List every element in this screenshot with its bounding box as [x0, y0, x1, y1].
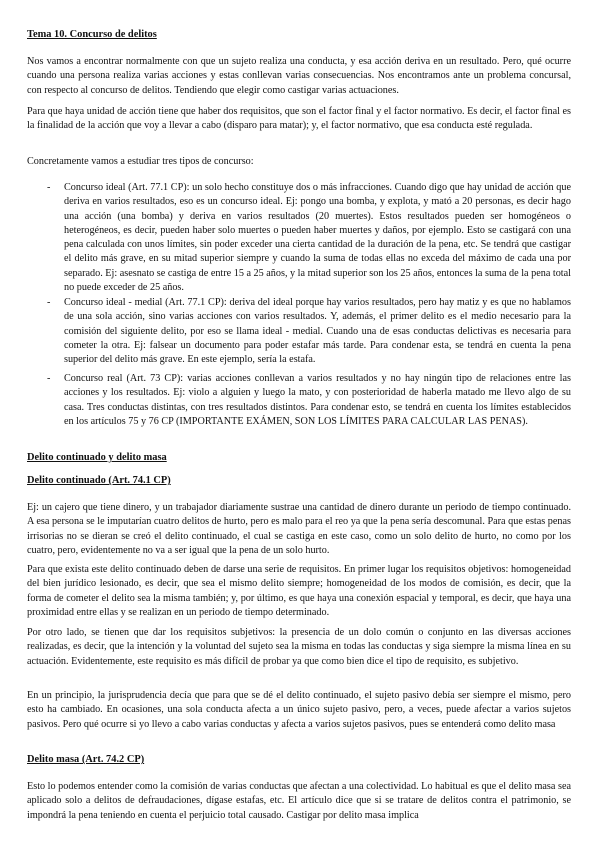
continuado-paragraph-4: En un principio, la jurisprudencia decía que para que se dé el delito continuado, el sujeto pasivo debía ser siempre el mismo, pero esto ha cambiado. En ocasiones, una sola conducta afecta a un único sujeto pasivo, pero, a veces, puede afectar a varios sujetos pasivos. Pero qué ocurre si yo llevo a cabo varias conductas y afecta a varios sujetos pasivos, pues se entenderá como delito masa: [27, 690, 571, 730]
masa-paragraph-1: Esto lo podemos entender como la comisión de varias conductas que afectan a una colectividad. Lo habitual es que el delito masa sea aplicado solo a delitos de defraudaciones, dígase estafas, etc. El artículo dice que si se tratare de delitos contra el patrimonio, se impondrá la pena teniendo en cuenta el perjuicio total causado. Castigar por delito masa implica: [27, 781, 571, 821]
subsection-heading-continuado: Delito continuado (Art. 74.1 CP): [27, 475, 171, 486]
list-bullet: -: [47, 373, 51, 384]
list-bullet: -: [47, 182, 51, 193]
list-item-text: Concurso ideal - medial (Art. 77.1 CP): deriva del ideal porque hay varios resultados, pero hay matiz y es que no hablamos de una sola acción, sino varias acciones con varios resultados. Y, además, el primer delito es el medio necesario para la comisión del siguiente delito, por eso se llama ideal - medial. Cuando una de esas conductas delictivas es necesaria para cometer la otra. Ej: falsear un documento para poder estafar más tarde. Para condenar esta, se tendrá en cuenta la pena superior del delito más grave. En este ejemplo, sería la estafa.: [64, 297, 571, 366]
continuado-paragraph-3: Por otro lado, se tienen que dar los requisitos subjetivos: la presencia de un dolo común o conjunto en las diversas acciones realizadas, es decir, que la intención y la voluntad del sujeto sea la misma en todas las conductas y siga siempre la misma línea en su actuación. Evidentemente, este requisito es más difícil de probar ya que como bien dice el tipo de requisito, es subjetivo.: [27, 627, 571, 667]
list-item-text: Concurso real (Art. 73 CP): varias acciones conllevan a varios resultados y no hay ningún tipo de relaciones entre las acciones y los resultados. Ej: violo a alguien y luego la mato, y con posterioridad de haberla matado me llevo algo de su casa. Tres conductas distintas, con tres resultados distintos. Para condenar esto, se tendrá en cuenta los límites establecidos en los artículos 75 y 76 CP (IMPORTANTE EXÁMEN, SON LOS LÍMITES PARA CALCULAR LAS PENAS).: [64, 373, 571, 427]
list-item-text: Concurso ideal (Art. 77.1 CP): un solo hecho constituye dos o más infracciones. Cuando digo que hay unidad de acción que deriva en varios resultados, eso es un concurso ideal. Ej: pongo una bomba, y explota, y mató a 20 personas, es decir hago una acción (una bomba) y deriva en varios resultados (20 muertes). Estos resultados pueden ser homogéneos o heterogéneos, es decir, pueden haber solo muertes o pueden haber muertes y daños, por ejemplo. Esto se castigará con una pena calculada con unos límites, sin poder exceder una cierta cantidad de la duración de la pena, etc. Se tendrá que castigar el delito más grave, en su mitad superior siempre y cuando la suma de todas ellas no exceda del máximo de cada una por separado. Ej: asesnato se castiga de entre 15 a 25 años, y la mitad superior son los 25 años, entonces la suma de la pena total no puede exceder de 25 años.: [64, 182, 571, 294]
continuado-paragraph-1: Ej: un cajero que tiene dinero, y un trabajador diariamente sustrae una cantidad de dinero durante un periodo de tiempo continuado. A esa persona se le imputarían cuatro delitos de hurto, pero es malo para el reo ya que la pena sería descomunal. Para que estas penas irrisorias no se dieran se creó el delito continuado, el cual se castiga en este caso, como un solo delito de hurto, no como por los cuatro, pero, evidentemente no va a ser igual que la pena de un solo hurto.: [27, 502, 571, 556]
intro-paragraph-3: Concretamente vamos a estudiar tres tipos de concurso:: [27, 156, 254, 167]
continuado-paragraph-2: Para que exista este delito continuado deben de darse una serie de requisitos. En primer lugar los requisitos objetivos: homogeneidad del bien jurídico lesionado, es decir, que sea el mismo delito siempre; homogeneidad de los modos de comisión, es decir, que la forma de cometer el delito sea la misma también; y, por último, es que haya una conexión espacial y temporal, es decir, que haya una proximidad entre ellas y se realizan en un periodo de tiempo determinado.: [27, 564, 571, 618]
page-title: Tema 10. Concurso de delitos: [27, 29, 157, 40]
intro-paragraph-2: Para que haya unidad de acción tiene que haber dos requisitos, que son el factor final y el factor normativo. Es decir, el factor final es la finalidad de la acción que voy a llevar a cabo (disparo para matar); y, el factor normativo, que esa conducta esté regulada.: [27, 106, 571, 132]
subsection-heading-masa: Delito masa (Art. 74.2 CP): [27, 754, 145, 765]
list-bullet: -: [47, 297, 51, 308]
section-heading: Delito continuado y delito masa: [27, 452, 167, 463]
intro-paragraph-1: Nos vamos a encontrar normalmente con que un sujeto realiza una conducta, y esa acción deriva en un resultado. Pero, qué ocurre cuando una persona realiza varias acciones y estas conllevan varias consecuencias. Nos encontramos ante un problema concursal, con respecto al concurso de delitos. Tendiendo que elegir como castigar varias actuaciones.: [27, 56, 571, 96]
